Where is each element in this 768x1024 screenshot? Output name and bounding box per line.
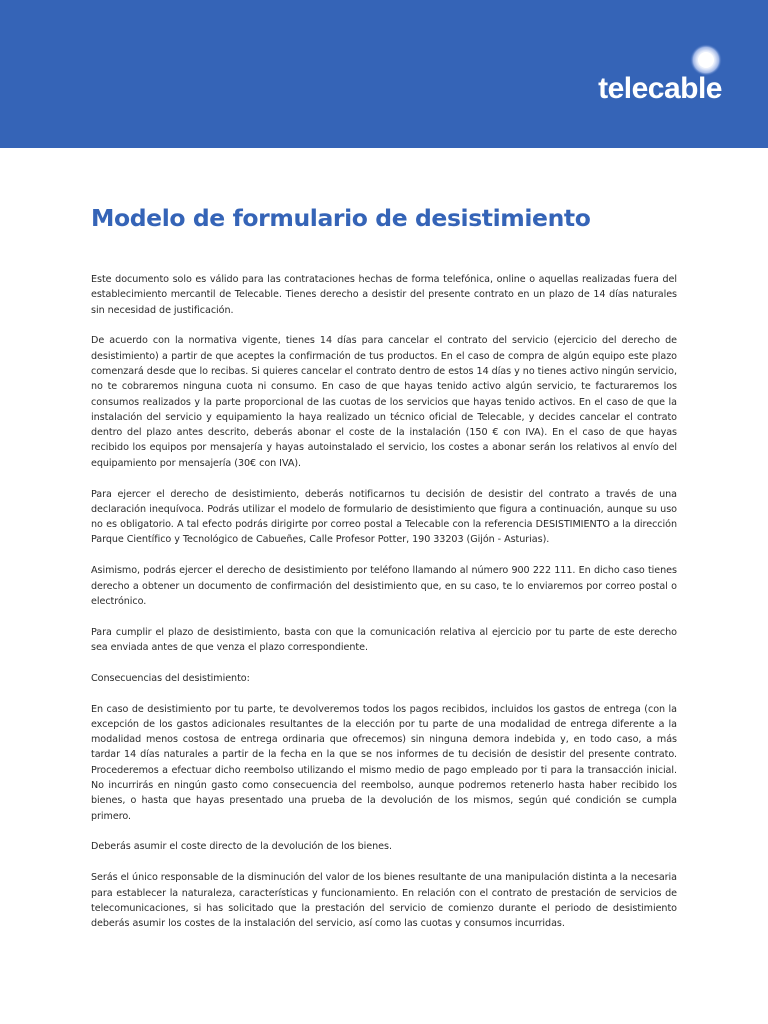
header-banner: [0, 0, 768, 148]
paragraph-exercise-right: Para ejercer el derecho de desistimiento, deberás notificarnos tu decisión de desistir del contrato a través de una declaración inequívoca. Podrás utilizar el modelo de formulario de desistimiento que figura a continuación, aunque su uso no es obligatorio. A tal efecto podrás dirigirte por correo postal a Telecable con la referencia DESISTIMIENTO a la dirección Parque Científico y Tecnológico de Cabueñes, Calle Profesor Potter, 190 33203 (Gijón - Asturias).: [91, 488, 677, 546]
paragraph-validity: Este documento solo es válido para las contrataciones hechas de forma telefónica, online o aquellas realizadas fuera del establecimiento mercantil de Telecable. Tienes derecho a desistir del presente contrato en un plazo de 14 días naturales sin necesidad de justificación.: [91, 274, 677, 316]
paragraph-consequences-heading: Consecuencias del desistimiento:: [91, 672, 250, 684]
paragraph-return-cost: Deberás asumir el coste directo de la devolución de los bienes.: [91, 841, 392, 853]
paragraph-normative: De acuerdo con la normativa vigente, tienes 14 días para cancelar el contrato del servicio (ejercicio del derecho de desistimiento) a partir de que aceptes la confirmación de tus productos. En el caso de compra de algún equipo este plazo comenzará desde que lo recibas. Si quieres cancelar el contrato dentro de estos 14 días y no tienes activo ningún servicio, no te cobraremos ninguna cuota ni consumo. En caso de que hayas tenido activo algún servicio, te facturaremos los consumos realizados y la parte proporcional de las cuotas de los servicios que hayas tenido activos. En el caso de que la instalación del servicio y equipamiento la haya realizado un técnico oficial de Telecable, y decides cancelar el contrato dentro del plazo antes descrito, deberás abonar el coste de la instalación (150 € con IVA). En el caso de que hayas recibido los equipos por mensajería y hayas autoinstalado el servicio, los costes a abonar serán los relativos al envío del equipamiento por mensajería (30€ con IVA).: [91, 335, 677, 469]
paragraph-deadline: Para cumplir el plazo de desistimiento, basta con que la comunicación relativa al ejercicio por tu parte de este derecho sea enviada antes de que venza el plazo correspondiente.: [91, 626, 677, 653]
paragraph-refund: En caso de desistimiento por tu parte, te devolveremos todos los pagos recibidos, incluidos los gastos de entrega (con la excepción de los gastos adicionales resultantes de la elección por tu parte de una modalidad de entrega diferente a la modalidad menos costosa de entrega ordinaria que ofrecemos) sin ninguna demora indebida y, en todo caso, a más tardar 14 días naturales a partir de la fecha en la que se nos informes de tu decisión de desistir del presente contrato. Procederemos a efectuar dicho reembolso utilizando el mismo medio de pago empleado por ti para la transacción inicial. No incurrirás en ningún gasto como consecuencia del reembolso, aunque podremos retenerlo hasta haber recibido los bienes, o hasta que hayas presentado una prueba de la devolución de los mismos, según qué condición se cumpla primero.: [91, 703, 677, 822]
logo-wordmark: telecable: [598, 72, 722, 105]
paragraph-phone: Asimismo, podrás ejercer el derecho de desistimiento por teléfono llamando al número 900 222 111. En dicho caso tienes derecho a obtener un documento de confirmación del desistimiento que, en su caso, te lo enviaremos por correo postal o electrónico.: [91, 565, 677, 607]
paragraph-responsibility: Serás el único responsable de la disminución del valor de los bienes resultante de una manipulación distinta a la necesaria para establecer la naturaleza, características y funcionamiento. En relación con el contrato de prestación de servicios de telecomunicaciones, si has solicitado que la prestación del servicio de comienzo durante el periodo de desistimiento deberás asumir los costes de la instalación del servicio, así como las cuotas y consumos incurridas.: [91, 872, 677, 930]
document-title: Modelo de formulario de desistimiento: [91, 204, 591, 232]
document-body: [91, 200, 677, 947]
telecable-logo: [552, 44, 722, 110]
